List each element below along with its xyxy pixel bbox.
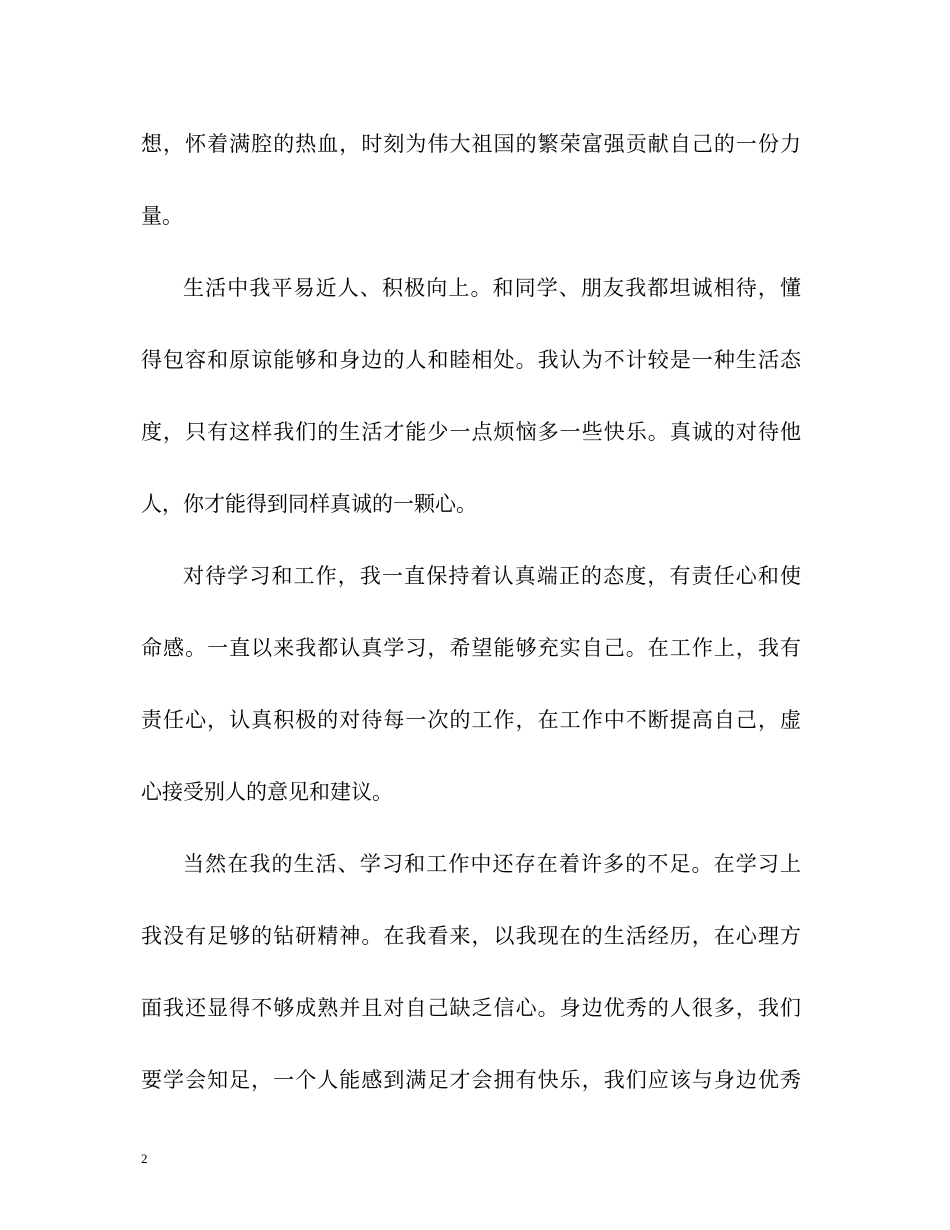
- text-line: 要学会知足，一个人能感到满足才会拥有快乐，我们应该与身边优秀: [141, 1068, 801, 1092]
- page-number: 2: [141, 1151, 148, 1166]
- text-line: 想，怀着满腔的热血，时刻为伟大祖国的繁荣富强贡献自己的一份力: [141, 132, 801, 156]
- text-line: 度，只有这样我们的生活才能少一点烦恼多一些快乐。真诚的对待他: [141, 420, 801, 444]
- text-line: 责任心，认真积极的对待每一次的工作，在工作中不断提高自己，虚: [141, 708, 801, 732]
- text-line: 生活中我平易近人、积极向上。和同学、朋友我都坦诚相待，懂: [183, 276, 801, 300]
- text-line: 我没有足够的钻研精神。在我看来，以我现在的生活经历，在心理方: [141, 924, 801, 948]
- text-line: 面我还显得不够成熟并且对自己缺乏信心。身边优秀的人很多，我们: [141, 996, 801, 1020]
- text-line: 得包容和原谅能够和身边的人和睦相处。我认为不计较是一种生活态: [141, 348, 801, 372]
- text-line: 对待学习和工作，我一直保持着认真端正的态度，有责任心和使: [183, 564, 801, 588]
- text-line: 量。: [141, 204, 183, 228]
- body-text: [141, 118, 801, 1126]
- text-line: 人，你才能得到同样真诚的一颗心。: [141, 492, 477, 516]
- text-line: 命感。一直以来我都认真学习，希望能够充实自己。在工作上，我有: [141, 636, 801, 660]
- text-line: 心接受别人的意见和建议。: [141, 780, 393, 804]
- text-line: 当然在我的生活、学习和工作中还存在着许多的不足。在学习上: [183, 852, 801, 876]
